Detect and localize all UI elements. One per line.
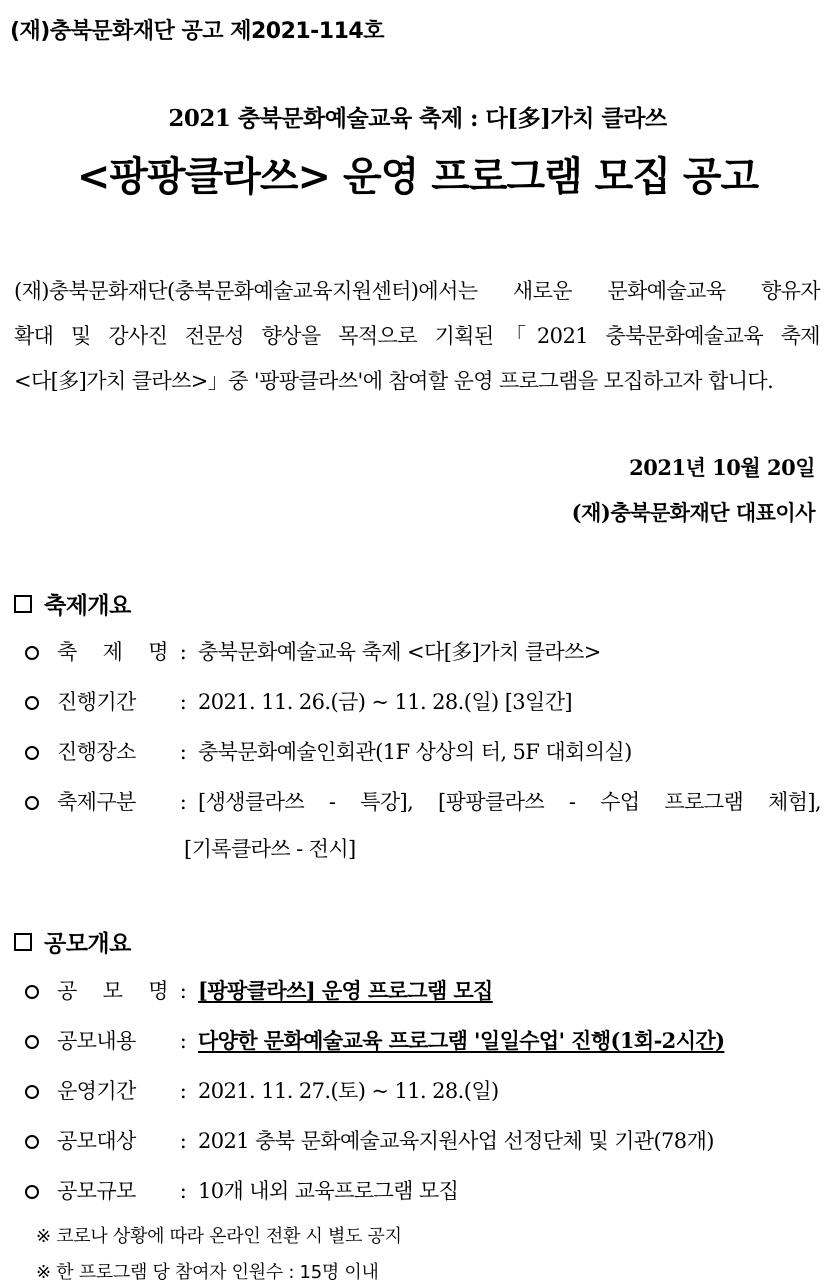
list-item: [25, 1125, 821, 1155]
item-label: 축제구분: [57, 790, 136, 814]
item-label: 축 제 명: [57, 640, 168, 664]
list-item: [25, 1075, 821, 1105]
item-value-continued: [기록클라쓰 - 전시]: [184, 837, 356, 861]
circle-bullet-icon: [25, 1085, 39, 1099]
item-colon: :: [179, 1029, 187, 1053]
notice-number: (재)충북문화재단 공고 제2021-114호: [10, 19, 384, 44]
item-colon: :: [179, 1079, 187, 1103]
list-item: [25, 1025, 821, 1055]
item-colon: :: [179, 690, 187, 714]
item-value: 충북문화예술교육 축제 <다[多]가치 클라쓰>: [198, 640, 601, 664]
section-title: 축제개요: [44, 593, 131, 619]
intro-line-2: 확대 및 강사진 전문성 향상을 목적으로 기획된「2021 충북문화예술교육 축제: [14, 324, 820, 348]
item-value: [팡팡클라쓰] 운영 프로그램 모집: [198, 978, 493, 1003]
intro-line-1: (재)충북문화재단(충북문화예술교육지원센터)에서는 새로운 문화예술교육 향유자: [14, 279, 820, 303]
subtitle: 2021 충북문화예술교육 축제 : 다[多]가치 클라쓰: [168, 105, 667, 132]
item-label: 공모내용: [57, 1029, 136, 1053]
circle-bullet-icon: [25, 646, 39, 660]
item-colon: :: [179, 1179, 187, 1203]
item-colon: :: [179, 790, 187, 814]
page-title: <팡팡클라쓰> 운영 프로그램 모집 공고: [76, 153, 759, 200]
list-item: [25, 736, 821, 766]
item-value: 다양한 문화예술교육 프로그램 '일일수업' 진행(1회-2시간): [198, 1028, 725, 1053]
note: ※ 한 프로그램 당 참여자 인원수 : 15명 이내: [36, 1262, 379, 1283]
note: ※ 코로나 상황에 따라 온라인 전환 시 별도 공지: [36, 1226, 402, 1247]
list-item: [25, 786, 821, 816]
item-value: 2021. 11. 26.(금) ~ 11. 28.(일) [3일간]: [198, 690, 573, 714]
notice-date: 2021년 10월 20일: [629, 455, 815, 480]
circle-bullet-icon: [25, 796, 39, 810]
list-item: [25, 1175, 821, 1205]
item-value: [생생클라쓰 - 특강], [팡팡클라쓰 - 수업 프로그램 체험],: [198, 790, 821, 814]
item-colon: :: [179, 640, 187, 664]
circle-bullet-icon: [25, 746, 39, 760]
item-value: 충북문화예술인회관(1F 상상의 터, 5F 대회의실): [198, 740, 632, 764]
item-label: 진행장소: [57, 740, 136, 764]
checkbox-icon: [14, 933, 32, 951]
list-item: [25, 636, 821, 666]
item-colon: :: [179, 979, 187, 1003]
section-festival-overview: [14, 587, 131, 620]
item-label: 진행기간: [57, 690, 136, 714]
issuer: (재)충북문화재단 대표이사: [571, 500, 815, 525]
item-value: 10개 내외 교육프로그램 모집: [198, 1179, 459, 1203]
circle-bullet-icon: [25, 1185, 39, 1199]
item-label: 공 모 명: [57, 979, 168, 1003]
item-colon: :: [179, 740, 187, 764]
item-colon: :: [179, 1129, 187, 1153]
checkbox-icon: [14, 595, 32, 613]
circle-bullet-icon: [25, 985, 39, 999]
intro-line-3: <다[多]가치 클라쓰>」중 '팡팡클라쓰'에 참여할 운영 프로그램을 모집하고자 합니다.: [14, 369, 774, 393]
list-item: [25, 975, 821, 1005]
list-item: [25, 686, 821, 716]
circle-bullet-icon: [25, 1135, 39, 1149]
circle-bullet-icon: [25, 696, 39, 710]
circle-bullet-icon: [25, 1035, 39, 1049]
item-value: 2021 충북 문화예술교육지원사업 선정단체 및 기관(78개): [198, 1129, 714, 1153]
item-value: 2021. 11. 27.(토) ~ 11. 28.(일): [198, 1079, 499, 1103]
section-contest-overview: [14, 925, 131, 958]
item-label: 공모규모: [57, 1179, 136, 1203]
item-label: 공모대상: [57, 1129, 136, 1153]
section-title: 공모개요: [44, 931, 131, 957]
item-label: 운영기간: [57, 1079, 136, 1103]
